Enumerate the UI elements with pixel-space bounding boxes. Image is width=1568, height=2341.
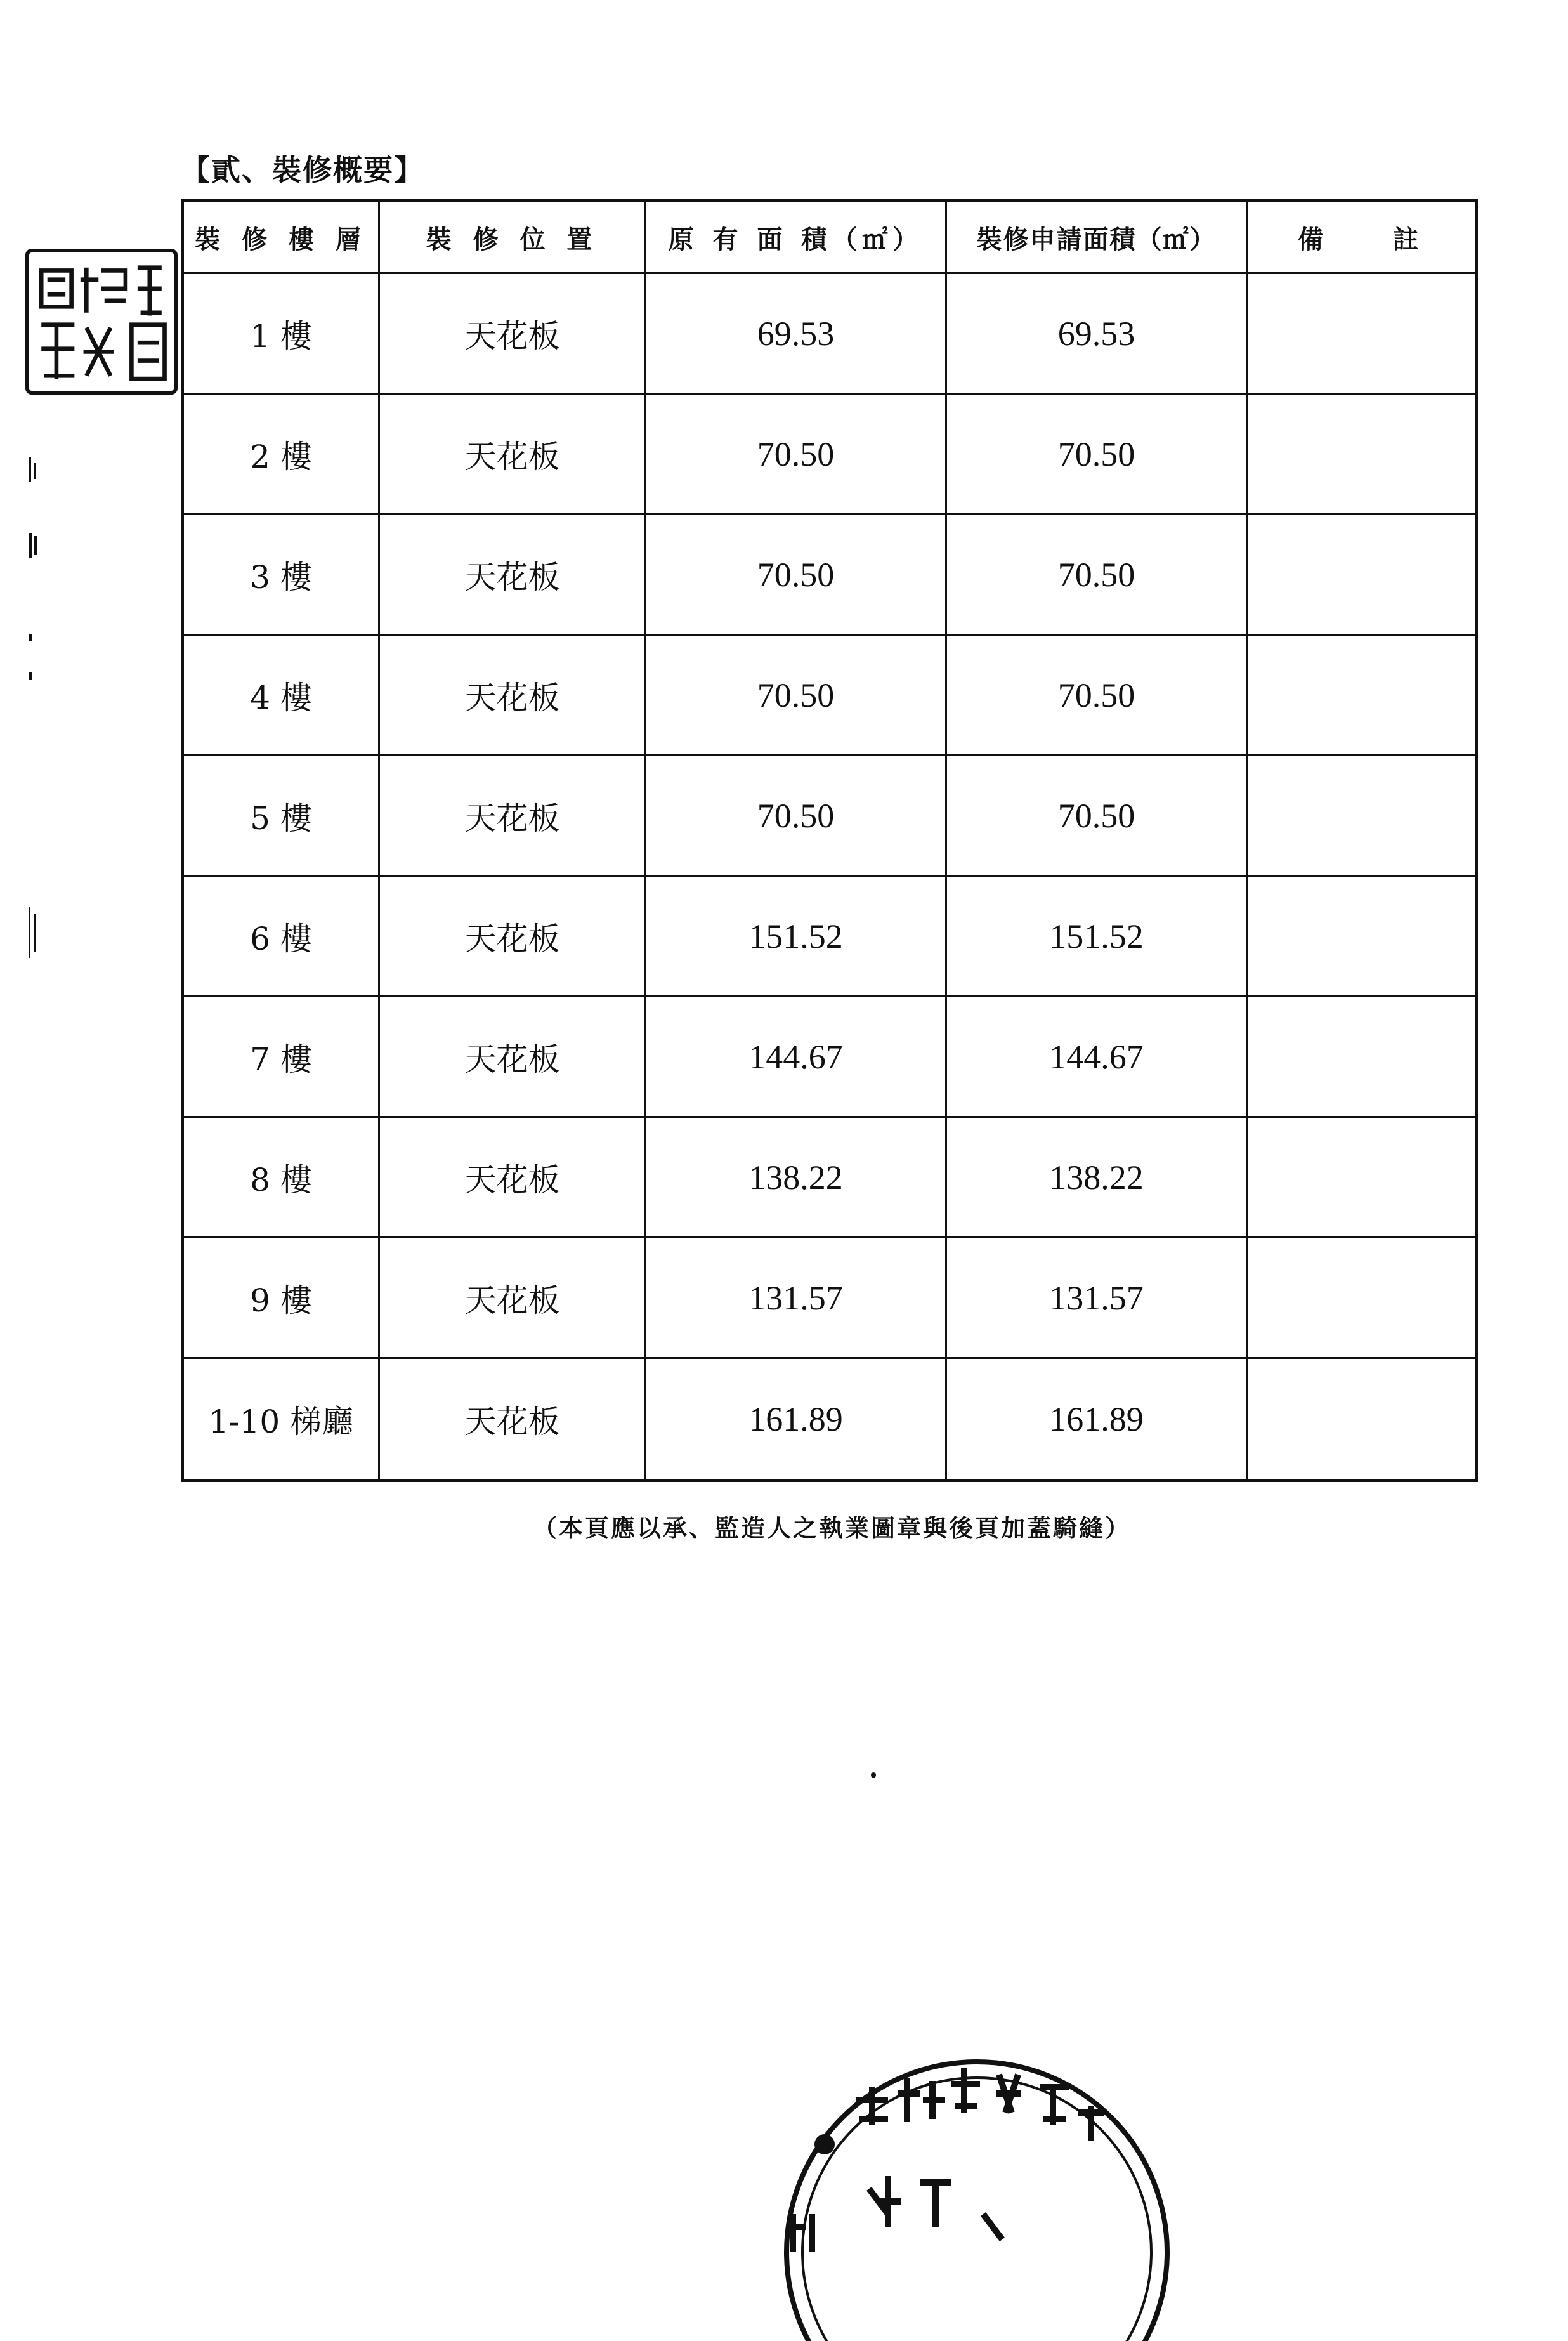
header-location: 裝 修 位 置 (379, 201, 646, 273)
floor-cell: 2 樓 (183, 394, 379, 515)
floor-cell: 1-10 梯廳 (183, 1358, 379, 1481)
table-row (183, 756, 1477, 876)
location-cell: 天花板 (379, 635, 646, 756)
location-cell: 天花板 (379, 1117, 646, 1238)
location-cell: 天花板 (379, 876, 646, 997)
binding-edge-marks (25, 406, 44, 1040)
floor-cell: 4 樓 (183, 635, 379, 756)
floor-cell: 3 樓 (183, 515, 379, 635)
renovation-summary-table (181, 199, 1478, 1482)
note-cell (1247, 394, 1477, 515)
table-row (183, 1358, 1477, 1481)
table-row (183, 997, 1477, 1117)
floor-cell: 9 樓 (183, 1238, 379, 1358)
applied-area-cell: 70.50 (946, 756, 1247, 876)
original-area-cell: 70.50 (646, 635, 946, 756)
section-title: 【貳、裝修概要】 (181, 153, 424, 187)
seal-glyphs (29, 252, 174, 391)
header-applied-area: 裝修申請面積（㎡） (946, 201, 1247, 273)
original-area-cell: 70.50 (646, 515, 946, 635)
note-cell (1247, 515, 1477, 635)
original-area-cell: 131.57 (646, 1238, 946, 1358)
note-cell (1247, 997, 1477, 1117)
location-cell: 天花板 (379, 997, 646, 1117)
applied-area-cell: 70.50 (946, 515, 1247, 635)
original-area-cell: 70.50 (646, 756, 946, 876)
location-cell: 天花板 (379, 273, 646, 394)
note-cell (1247, 1117, 1477, 1238)
original-area-cell: 70.50 (646, 394, 946, 515)
location-cell: 天花板 (379, 394, 646, 515)
original-area-cell: 69.53 (646, 273, 946, 394)
note-cell (1247, 635, 1477, 756)
note-cell (1247, 273, 1477, 394)
applied-area-cell: 151.52 (946, 876, 1247, 997)
stamp-glyphs (755, 2024, 1199, 2341)
applied-area-cell: 144.67 (946, 997, 1247, 1117)
table-row (183, 515, 1477, 635)
table-row (183, 876, 1477, 997)
applied-area-cell: 138.22 (946, 1117, 1247, 1238)
header-floor: 裝 修 樓 層 (183, 201, 379, 273)
header-original-area: 原 有 面 積（㎡） (646, 201, 946, 273)
square-seal (25, 249, 178, 395)
applied-area-cell: 131.57 (946, 1238, 1247, 1358)
location-cell: 天花板 (379, 1238, 646, 1358)
location-cell: 天花板 (379, 1358, 646, 1481)
floor-cell: 6 樓 (183, 876, 379, 997)
floor-cell: 1 樓 (183, 273, 379, 394)
floor-cell: 7 樓 (183, 997, 379, 1117)
applied-area-cell: 70.50 (946, 635, 1247, 756)
table-row (183, 1117, 1477, 1238)
applied-area-cell: 69.53 (946, 273, 1247, 394)
original-area-cell: 151.52 (646, 876, 946, 997)
table-row (183, 273, 1477, 394)
location-cell: 天花板 (379, 756, 646, 876)
note-cell (1247, 1358, 1477, 1481)
floor-cell: 5 樓 (183, 756, 379, 876)
round-official-stamp (755, 2024, 1199, 2341)
table-row (183, 635, 1477, 756)
original-area-cell: 138.22 (646, 1117, 946, 1238)
note-cell (1247, 876, 1477, 997)
original-area-cell: 161.89 (646, 1358, 946, 1481)
scan-speck (871, 1772, 876, 1778)
footnote: （本頁應以承、監造人之執業圖章與後頁加蓋騎縫） (533, 1514, 1132, 1542)
table-header-row (183, 201, 1477, 273)
original-area-cell: 144.67 (646, 997, 946, 1117)
floor-cell: 8 樓 (183, 1117, 379, 1238)
note-cell (1247, 1238, 1477, 1358)
applied-area-cell: 70.50 (946, 394, 1247, 515)
table-row (183, 394, 1477, 515)
location-cell: 天花板 (379, 515, 646, 635)
table-row (183, 1238, 1477, 1358)
header-note: 備 註 (1247, 201, 1477, 273)
applied-area-cell: 161.89 (946, 1358, 1247, 1481)
note-cell (1247, 756, 1477, 876)
